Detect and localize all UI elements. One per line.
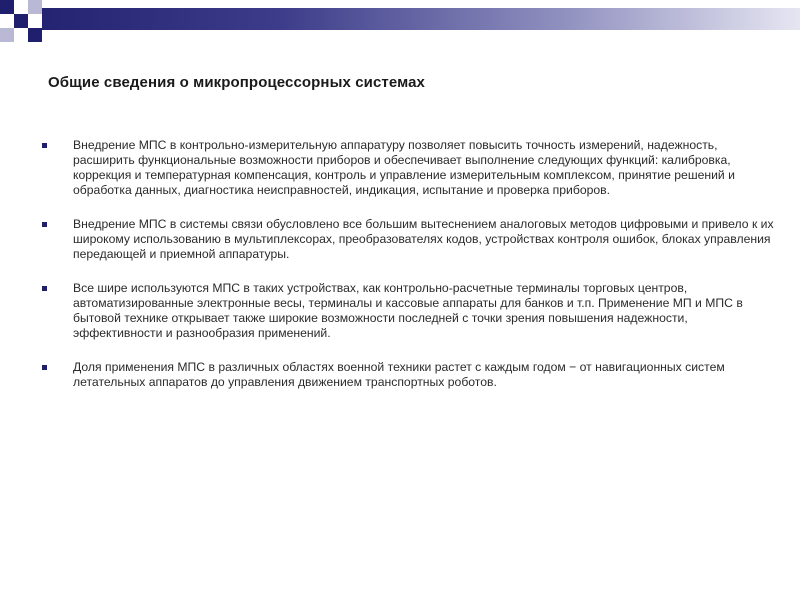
corner-square-icon — [14, 28, 28, 42]
corner-square-icon — [28, 14, 42, 28]
square-bullet-icon — [42, 143, 47, 148]
list-item-text: Внедрение МПС в контрольно-измерительную аппаратуру позволяет повысить точность измерений, надежность, расширить функциональные возможности приборов и обеспечивает выполнение следующих функций: калибровка, коррекция и температурная компенсация, контроль и управление измерительным комплексом, принятие решений и обработка данных, диагностика неисправностей, индикация, испытание и проверка приборов. — [73, 138, 735, 197]
corner-square-icon — [28, 0, 42, 14]
square-bullet-icon — [42, 222, 47, 227]
header-gradient-band — [0, 8, 800, 30]
list-item-text: Доля применения МПС в различных областях военной техники растет с каждым годом − от навигационных систем летательных аппаратов до управления движением транспортных роботов. — [73, 360, 725, 389]
bullet-list — [40, 138, 780, 409]
list-item — [40, 281, 780, 341]
list-item — [40, 360, 780, 390]
list-item — [40, 138, 780, 198]
corner-square-icon — [0, 14, 14, 28]
corner-square-icon — [0, 28, 14, 42]
corner-square-icon — [28, 28, 42, 42]
slide-title: Общие сведения о микропроцессорных системах — [48, 74, 425, 91]
list-item-text: Внедрение МПС в системы связи обусловлено все большим вытеснением аналоговых методов цифровыми и привело к их широкому использованию в мультиплексорах, преобразователях кодов, устройствах контроля ошибок, блоках управления передающей и приемной аппаратуры. — [73, 217, 774, 261]
list-item — [40, 217, 780, 262]
list-item-text: Все шире используются МПС в таких устройствах, как контрольно-расчетные терминалы торговых центров, автоматизированные электронные весы, терминалы и кассовые аппараты для банков и т.п. Применение МП и МПС в бытовой технике открывает также широкие возможности последней с точки зрения повышения надежности, эффективности и разнообразия применений. — [73, 281, 743, 340]
corner-square-icon — [14, 0, 28, 14]
corner-square-icon — [14, 14, 28, 28]
corner-decoration — [0, 0, 80, 48]
corner-square-icon — [0, 0, 14, 14]
square-bullet-icon — [42, 286, 47, 291]
square-bullet-icon — [42, 365, 47, 370]
